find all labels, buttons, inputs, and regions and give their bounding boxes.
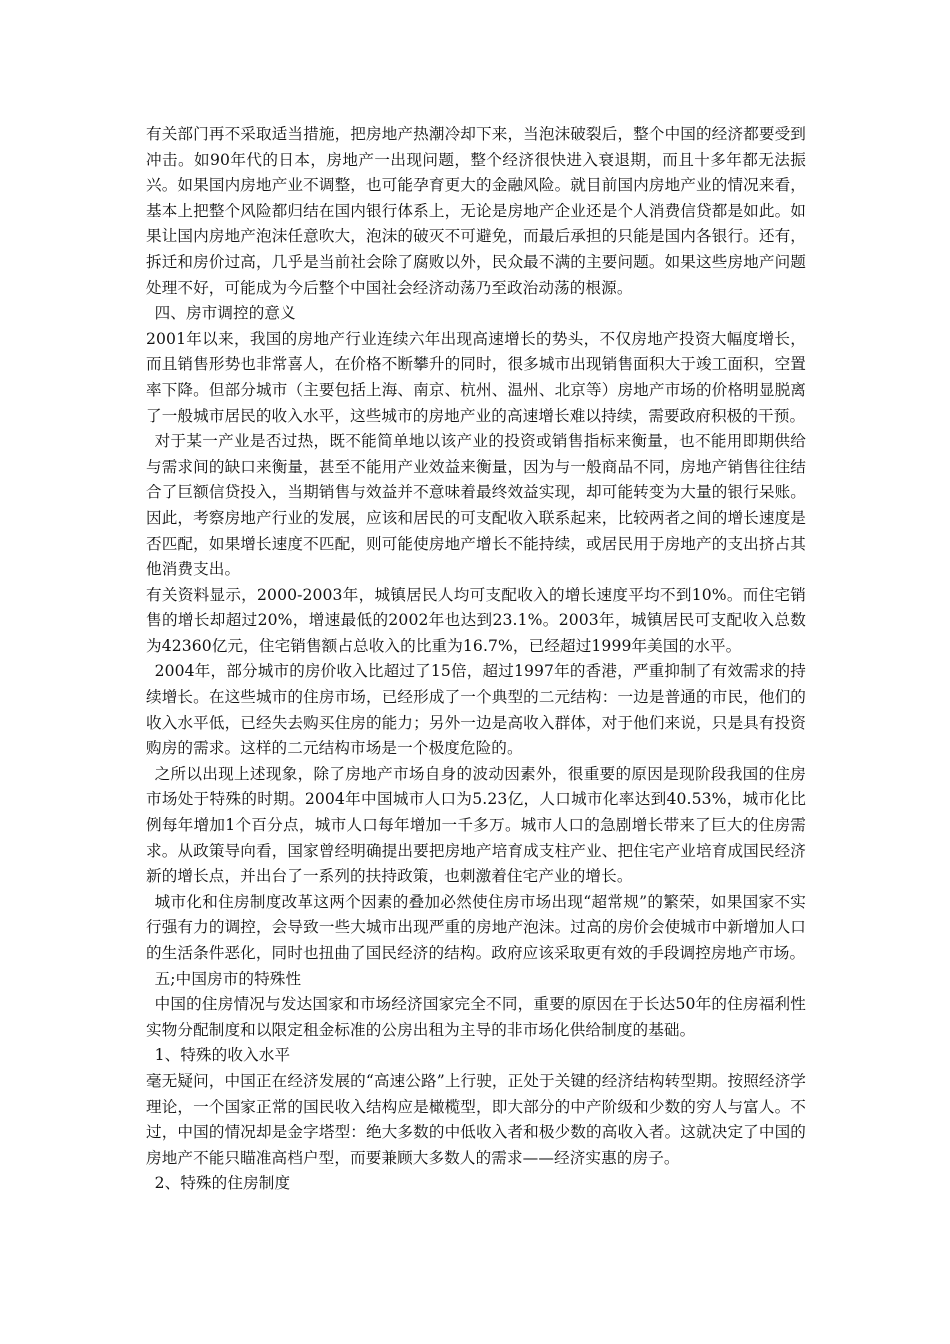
paragraph-dual-structure: 2004年，部分城市的房价收入比超过了15倍，超过1997年的香港，严重抑制了有效需求的持续增长。在这些城市的住房市场，已经形成了一个典型的二元结构：一边是普通的市民，他们的收入水平低，已经失去购买住房的能力；另外一边是高收入群体，对于他们来说，只是具有投资购房的需求。这样的二元结构市场是一个极度危险的。: [146, 662, 806, 758]
paragraph-income-statistics: 有关资料显示，2000-2003年，城镇居民人均可支配收入的增长速度平均不到10%。而住宅销售的增长却超过20%，增速最低的2002年也达到23.1%。2003年，城镇居民可支配收入总数为42360亿元，住宅销售额占总收入的比重为16.7%，已经超过1999年美国的水平。: [146, 585, 806, 655]
subheading-income-level: 1、特殊的收入水平: [154, 1046, 291, 1065]
paragraph-pyramid-income: 毫无疑问，中国正在经济发展的“高速公路”上行驶，正处于关键的经济结构转型期。按照经济学理论，一个国家正常的国民收入结构应是橄榄型，即大部分的中产阶级和少数的穷人与富人。不过，中国的情况却是金字塔型：绝大多数的中低收入者和极少数的高收入者。这就决定了中国的房地产不能只瞄准高档户型，而要兼顾大多数人的需求——经济实惠的房子。: [146, 1071, 806, 1167]
subheading-housing-system: 2、特殊的住房制度: [154, 1174, 291, 1193]
document-body: [146, 122, 806, 1197]
paragraph-housing-system: 中国的住房情况与发达国家和市场经济国家完全不同，重要的原因在于长达50年的住房福利性实物分配制度和以限定租金标准的公房出租为主导的非市场化供给制度的基础。: [146, 995, 806, 1039]
paragraph-growth-since-2001: 2001年以来，我国的房地产行业连续六年出现高速增长的势头，不仅房地产投资大幅度增长，而且销售形势也非常喜人，在价格不断攀升的同时，很多城市出现销售面积大于竣工面积，空置率下降。但部分城市（主要包括上海、南京、杭州、温州、北京等）房地产市场的价格明显脱离了一般城市居民的收入水平，这些城市的房地产业的高速增长难以持续，需要政府积极的干预。: [146, 329, 806, 425]
section-heading-4: 四、房市调控的意义: [154, 304, 296, 323]
paragraph-urbanization: 之所以出现上述现象，除了房地产市场自身的波动因素外，很重要的原因是现阶段我国的住房市场处于特殊的时期。2004年中国城市人口为5.23亿，人口城市化率达到40.53%，城市化比例每年增加1个百分点，城市人口每年增加一千多万。城市人口的急剧增长带来了巨大的住房需求。从政策导向看，国家曾经明确提出要把房地产培育成支柱产业、把住宅产业培育成国民经济新的增长点，并出台了一系列的扶持政策，也刺激着住宅产业的增长。: [146, 764, 806, 886]
paragraph-overheating-measure: 对于某一产业是否过热，既不能简单地以该产业的投资或销售指标来衡量，也不能用即期供给与需求间的缺口来衡量，甚至不能用产业效益来衡量，因为与一般商品不同，房地产销售往往结合了巨额信贷投入，当期销售与效益并不意味着最终效益实现，却可能转变为大量的银行呆账。因此，考察房地产行业的发展，应该和居民的可支配收入联系起来，比较两者之间的增长速度是否匹配，如果增长速度不匹配，则可能使房地产增长不能持续，或居民用于房地产的支出挤占其他消费支出。: [146, 432, 806, 579]
paragraph-regulation-need: 城市化和住房制度改革这两个因素的叠加必然使住房市场出现“超常规”的繁荣，如果国家不实行强有力的调控，会导致一些大城市出现严重的房地产泡沫。过高的房价会使城市中新增加人口的生活条件恶化，同时也扭曲了国民经济的结构。政府应该采取更有效的手段调控房地产市场。: [146, 892, 806, 962]
paragraph-bubble-risk: 有关部门再不采取适当措施，把房地产热潮冷却下来，当泡沫破裂后，整个中国的经济都要受到冲击。如90年代的日本，房地产一出现问题，整个经济很快进入衰退期，而且十多年都无法振兴。如果国内房地产业不调整，也可能孕育更大的金融风险。就目前国内房地产业的情况来看，基本上把整个风险都归结在国内银行体系上，无论是房地产企业还是个人消费信贷都是如此。如果让国内房地产泡沫任意吹大，泡沫的破灭不可避免，而最后承担的只能是国内各银行。还有，拆迁和房价过高，几乎是当前社会除了腐败以外，民众最不满的主要问题。如果这些房地产问题处理不好，可能成为今后整个中国社会经济动荡乃至政治动荡的根源。: [146, 125, 806, 297]
section-heading-5: 五;中国房市的特殊性: [154, 969, 302, 988]
